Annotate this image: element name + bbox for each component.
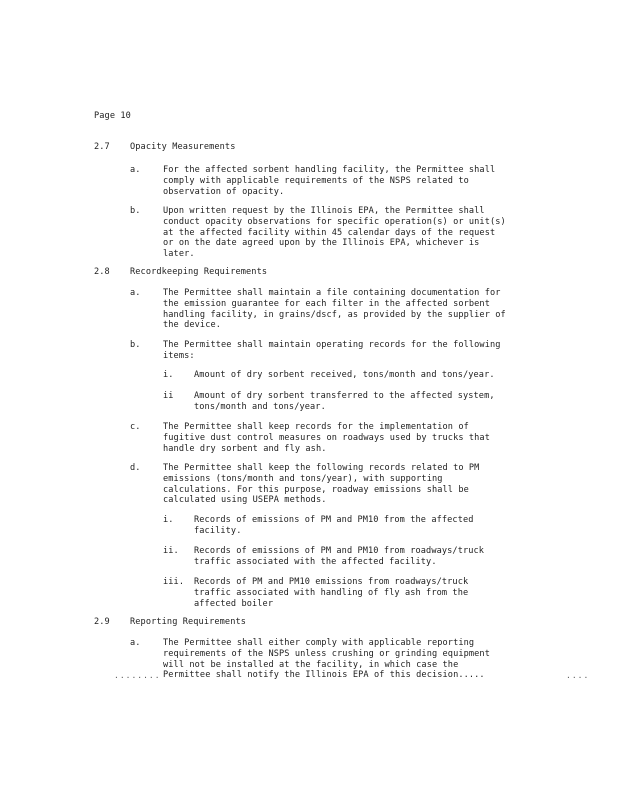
item-paragraph: The Permittee shall keep records for the implementation of fugitive dust control measures on roadways used by trucks that handle dry sorbent and fly ash.: [163, 422, 490, 454]
section-number: 2.9: [94, 617, 110, 627]
page-number: Page 10: [94, 111, 131, 121]
item-label: b.: [130, 340, 141, 350]
item-label: a.: [130, 288, 141, 298]
section-number: 2.7: [94, 142, 110, 152]
item-label: b.: [130, 206, 141, 216]
subitem-paragraph: Records of emissions of PM and PM10 from roadways/truck traffic associated with the affected facility.: [194, 546, 485, 567]
footer-leader-right: ....: [566, 671, 590, 680]
section-number: 2.8: [94, 267, 110, 277]
footer-leader-left: ........: [114, 671, 161, 680]
subitem-paragraph: Amount of dry sorbent transferred to the affected system, tons/month and tons/year.: [194, 391, 495, 412]
section-title: Opacity Measurements: [130, 142, 236, 152]
subitem-paragraph: Records of emissions of PM and PM10 from the affected facility.: [194, 515, 474, 536]
subitem-label: i.: [163, 370, 174, 380]
section-title: Recordkeeping Requirements: [130, 267, 268, 277]
subitem-paragraph: Amount of dry sorbent received, tons/month and tons/year.: [194, 370, 495, 380]
item-paragraph: The Permittee shall maintain a file containing documentation for the emission guarantee for each filter in the affected sorbent handling facility, in grains/dscf, as provided by the supplier of the device.: [163, 288, 506, 331]
section-title: Reporting Requirements: [130, 617, 247, 627]
subitem-label: i.: [163, 515, 174, 525]
item-label: a.: [130, 165, 141, 175]
item-label: c.: [130, 422, 141, 432]
subitem-label: iii.: [163, 577, 185, 587]
item-paragraph: Upon written request by the Illinois EPA, the Permittee shall conduct opacity observations for specific operation(s) or unit(s) at the affected facility within 45 calendar days of the request or on the date agreed upon by the Illinois EPA, whichever is later.: [163, 206, 506, 260]
subitem-label: ii: [163, 391, 174, 401]
subitem-paragraph: Records of PM and PM10 emissions from roadways/truck traffic associated with handling of fly ash from the affected boiler: [194, 577, 469, 609]
item-label: d.: [130, 463, 141, 473]
subitem-label: ii.: [163, 546, 179, 556]
item-paragraph: The Permittee shall either comply with applicable reporting requirements of the NSPS unless crushing or grinding equipment will not be installed at the facility, in which case the Permittee shall notify the Illinois EPA of this decision.....: [163, 638, 490, 681]
item-paragraph: For the affected sorbent handling facility, the Permittee shall comply with applicable requirements of the NSPS related to observation of opacity.: [163, 165, 496, 197]
item-label: a.: [130, 638, 141, 648]
item-paragraph: The Permittee shall maintain operating records for the following items:: [163, 340, 501, 361]
item-paragraph: The Permittee shall keep the following records related to PM emissions (tons/month and tons/year), with supporting calculations. For this purpose, roadway emissions shall be calculated using USEPA methods.: [163, 463, 480, 506]
